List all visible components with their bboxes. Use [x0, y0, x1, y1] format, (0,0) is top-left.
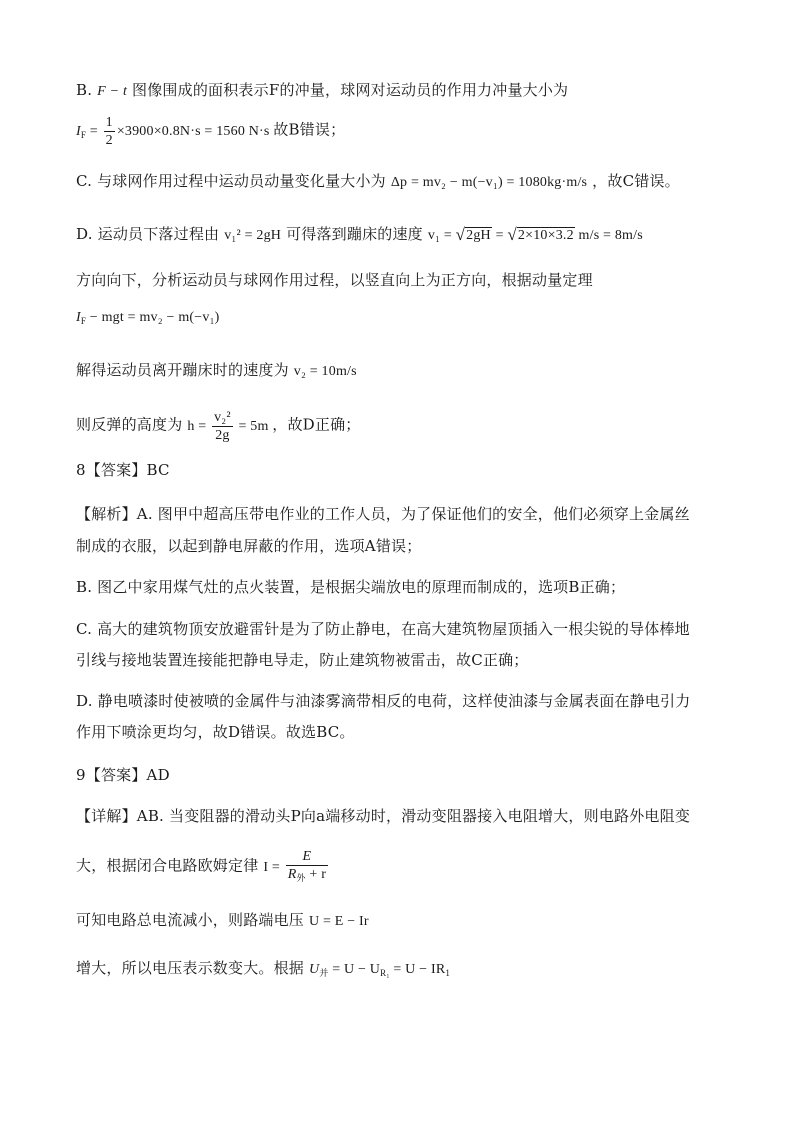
momentum-theorem-formula [76, 310, 220, 325]
option-d-solve-text: 解得运动员离开蹦床时的速度为 [76, 361, 289, 379]
option-d-line-1 [76, 224, 643, 246]
ohm-law-fraction [286, 848, 328, 887]
option-d-line-2: 方向向下，分析运动员与球网作用过程，以竖直向上为正方向，根据动量定理 [76, 271, 593, 289]
q8-analysis-a-line-1: 【解析】A. 图甲中超高压带电作业的工作人员，为了保证他们的安全，他们必须穿上金属丝 [76, 505, 690, 523]
rebound-velocity-formula: v₂ = 10m/s [293, 364, 357, 379]
impulse-symbol-2: I [76, 310, 81, 325]
ohm-law-formula [263, 849, 330, 883]
option-c-text: C. 与球网作用过程中运动员动量变化量大小为 [76, 172, 386, 190]
fall-velocity-formula: v₁² = 2gH [224, 228, 282, 243]
q9-detail-line-2 [76, 848, 330, 887]
option-b-label: B. [76, 81, 93, 99]
sqrt-numeric: √2×10×3.2 [507, 225, 574, 244]
resistance-symbol: R [287, 867, 297, 882]
option-d-line-4 [76, 360, 357, 382]
v1-equals: v₁ = [427, 228, 452, 243]
impulse-symbol: I [76, 123, 81, 139]
q8-analysis-c-line-2: 引线与接地装置连接能把静电导走，防止建筑物被雷击，故C正确； [76, 651, 529, 669]
q8-answer-heading: 8【答案】BC [76, 461, 170, 479]
q9-detail-line-3 [76, 910, 369, 932]
option-d-text: D. 运动员下落过程由 [76, 225, 220, 243]
r1-index: 1 [445, 968, 451, 978]
q8-analysis-d-line-2: 作用下喷涂更均匀，故D错误。故选BC。 [76, 723, 355, 741]
emf-symbol: E [302, 849, 312, 864]
q9-voltmeter-text: 增大，所以电压表示数变大。根据 [76, 959, 305, 977]
q9-answer-heading: 9【答案】AD [76, 766, 170, 784]
option-d-line-5 [76, 409, 361, 444]
ohm-law-denominator [286, 866, 328, 887]
q9-ohm-law-text: 大，根据闭合电路欧姆定律 [76, 856, 259, 875]
plus-r: + r [309, 867, 327, 882]
r1-subscript: R₁ [380, 968, 390, 978]
f-t-text: F − t [97, 84, 128, 99]
q9-detail-line-4 [76, 958, 450, 983]
u-symbol: U [308, 962, 320, 977]
option-b-line-2 [76, 114, 345, 149]
equals-sign: = [89, 123, 98, 139]
q9-detail-line-1: 【详解】AB. 当变阻器的滑动头P向a端移动时，滑动变阻器接入电阻增大，则电路外电阻变 [76, 807, 691, 825]
sqrt-2gh: √2gH [455, 225, 491, 244]
current-equals: I = [263, 859, 281, 875]
option-b-line-1 [76, 80, 568, 102]
voltage-drop: = U − IR [389, 962, 446, 977]
option-d-mid-text: 可得落到蹦床的速度 [286, 225, 423, 243]
h-equals: h = [187, 418, 207, 434]
height-denominator: 2g [215, 428, 230, 443]
terminal-voltage-formula: U = E − Ir [308, 914, 369, 929]
q8-analysis-d-line-1: D. 静电喷漆时使被喷的金属件与油漆雾滴带相反的电荷，这样使油漆与金属表面在静电引力 [76, 692, 691, 710]
sqrt-numeric-radicand: 2×10×3.2 [517, 228, 574, 243]
option-d-line-3 [76, 306, 220, 331]
option-b-text: 图像围成的面积表示F的冲量，球网对运动员的作用力冲量大小为 [132, 81, 569, 99]
option-d-height-text: 则反弹的高度为 [76, 415, 183, 434]
option-b-conclusion: 故B错误； [273, 120, 346, 139]
landing-velocity-formula [427, 225, 643, 244]
height-numerator: v₂² [214, 410, 231, 425]
q8-analysis-c-line-1: C. 高大的建筑物顶安放避雷针是为了防止静电，在高大建筑物屋顶插入一根尖锐的导体棒地 [76, 620, 690, 638]
equals-sign-2: = [495, 228, 504, 243]
fraction-numerator: 1 [105, 115, 113, 130]
option-c-line [76, 171, 680, 193]
impulse-subscript: F [80, 129, 87, 140]
f-t-formula [97, 84, 127, 99]
q9-terminal-voltage-text: 可知电路总电流减小，则路端电压 [76, 911, 305, 929]
parallel-subscript: 并 [319, 968, 329, 978]
momentum-change-formula: Δp = mv₂ − m(−v₁) = 1080kg·m/s [390, 175, 588, 190]
external-subscript: 外 [296, 873, 306, 883]
q8-analysis-a-line-2: 制成的衣服，以起到静电屏蔽的作用，选项A错误； [76, 537, 422, 555]
impulse-value: ×3900×0.8N·s = 1560 N·s [116, 123, 270, 139]
fraction-denominator: 2 [105, 133, 113, 148]
parallel-voltage-formula [309, 962, 450, 977]
height-value: = 5m [238, 418, 269, 434]
option-d-conclusion: ，故D正确； [272, 415, 361, 434]
option-c-conclusion: ，故C错误。 [592, 172, 680, 190]
half-fraction [104, 114, 115, 149]
momentum-theorem-rest: − mgt = mv₂ − m(−v₁) [86, 310, 220, 325]
sqrt-2gh-radicand: 2gH [466, 228, 491, 243]
rebound-height-formula [187, 410, 272, 443]
impulse-subscript-2: F [80, 316, 87, 326]
q8-analysis-b: B. 图乙中家用煤气灶的点火装置，是根据尖端放电的原理而制成的，选项B正确； [76, 578, 626, 596]
landing-velocity-value: m/s = 8m/s [578, 228, 643, 243]
voltage-difference: = U − U [328, 962, 381, 977]
height-fraction [212, 409, 233, 444]
ohm-law-numerator [286, 848, 328, 866]
impulse-formula [76, 115, 273, 148]
